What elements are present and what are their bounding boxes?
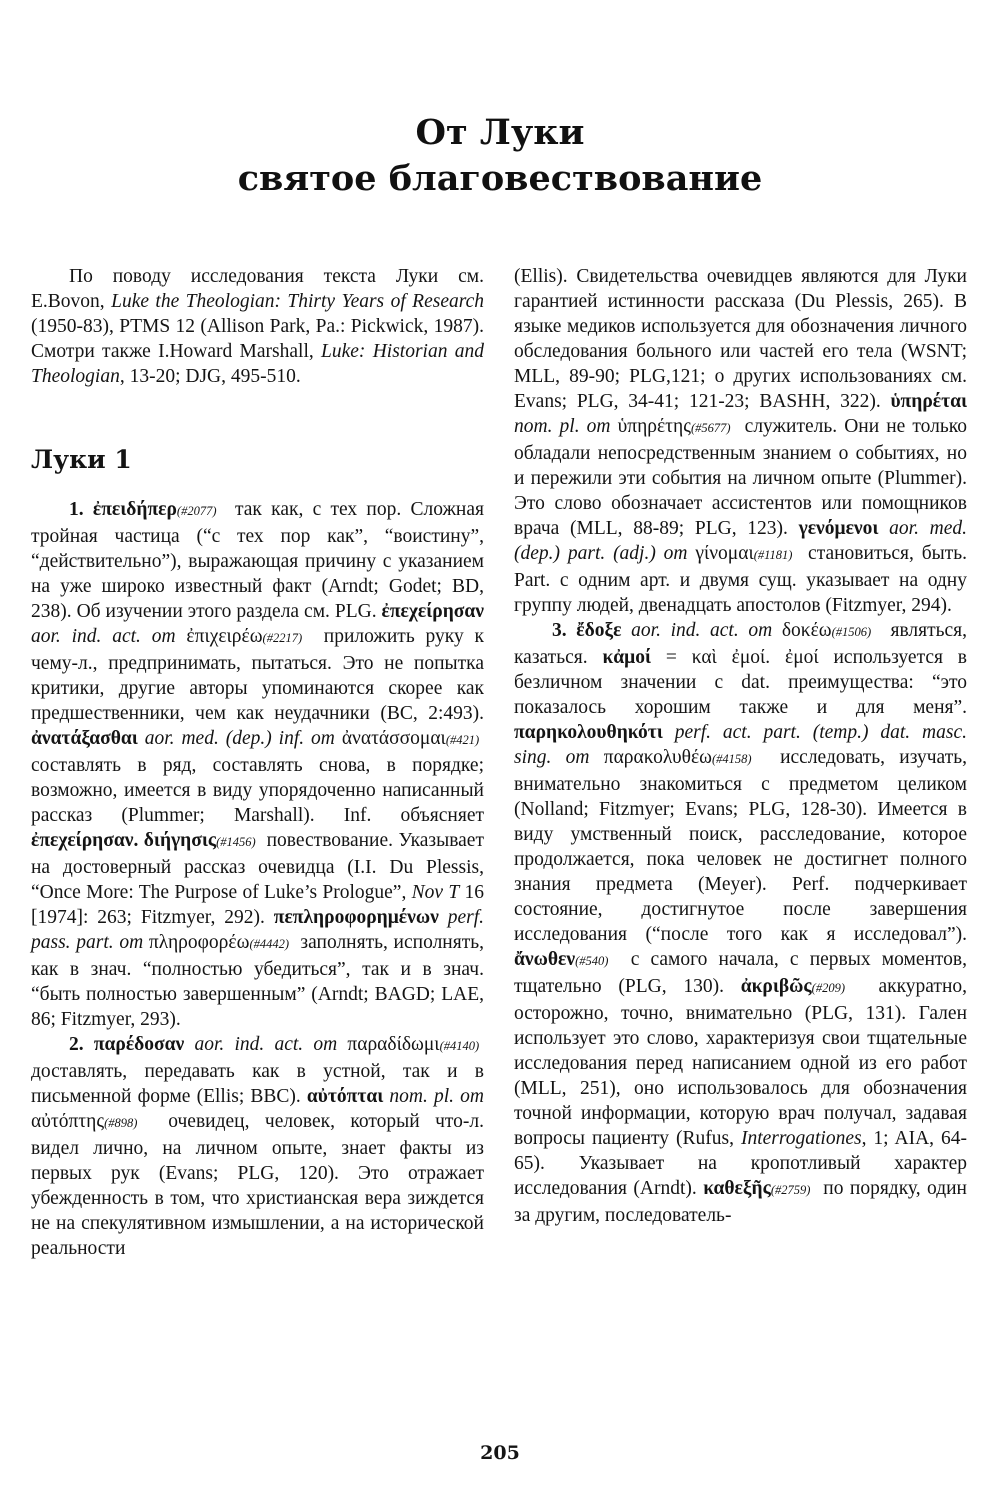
- greek-headword: παρέδοσαν: [93, 1034, 185, 1055]
- text-run: [772, 620, 782, 641]
- reference-number: (#898): [104, 1116, 138, 1130]
- greek-headword: πεπληροφορημένων: [273, 907, 439, 928]
- reference-number: (#1506): [831, 625, 872, 639]
- greek-lemma: ἀνατάσσομαι: [341, 728, 446, 749]
- italic-text: aor. ind. act. от: [194, 1034, 338, 1055]
- greek-lemma: πληροφορέω: [148, 932, 250, 953]
- italic-text: Nov T: [411, 882, 460, 903]
- intro-paragraph: [31, 264, 484, 389]
- text-run: , 1; AIA, 64-65). Указывает на кропотливый характер исследования (Arndt).: [514, 1128, 968, 1199]
- reference-number: (#540): [575, 954, 609, 968]
- reference-number: (#1181): [753, 548, 793, 562]
- text-run: [663, 722, 675, 743]
- text-run: становиться, быть. Part. с одним арт. и двумя сущ. указывает на одну группу людей, двенадцать апостолов (Fitzmyer, 294).: [514, 543, 968, 616]
- italic-text: Luke the Theologian: Thirty Years of Research: [111, 291, 484, 312]
- text-run: являться, казаться.: [514, 620, 968, 668]
- greek-headword: παρηκολουθηκότι: [514, 722, 663, 743]
- italic-text: nom. pl. от: [514, 416, 611, 437]
- italic-text: aor. med. (dep.) part. (adj.) от: [514, 518, 968, 564]
- text-run: используется в безличном значении с dat. преимущества: “это показалось хорошим также и для меня”.: [514, 647, 968, 718]
- greek-lemma: παρακολυθέω: [603, 747, 712, 768]
- italic-text: aor. ind. act. от: [31, 626, 176, 647]
- greek-headword: καθεξῆς: [703, 1178, 771, 1199]
- verse-number: 3.: [552, 620, 577, 641]
- greek-headword: διήγησις: [143, 830, 217, 851]
- text-run: аккуратно, осторожно, точно, внимательно (PLG, 131). Гален использует это слово, характеризуя свои тщательные исследования перед написанием одной из его работ (MLL, 251), оно использовалось для обозначения точной информации, которую врач получал, задавая вопросы пациенту (Rufus,: [514, 976, 968, 1149]
- text-run: [176, 626, 187, 647]
- title-line-2: святое благовествование: [237, 158, 763, 199]
- italic-text: Luke: Historian and Theologian: [31, 341, 484, 387]
- text-run: приложить руку к чему-л., предпринимать, пытаться. Это не попытка критики, другие авторы упоминаются скорее как предшественники, чем как неудачники (BC, 2:493).: [31, 626, 485, 724]
- text-run: очевидец, человек, который что-л. видел лично, на личном опыте, знает факты из первых рук (Evans; PLG, 120). Это отражает убежденность в том, что христианская вера зиждется не на спекулятивном измышлении, а на исторической реальности: [31, 1111, 485, 1259]
- greek-headword: ἀνατάξασθαι: [31, 728, 138, 749]
- chapter-heading: Луки 1: [31, 445, 132, 474]
- text-run: [337, 1034, 347, 1055]
- greek-lemma: αὐτόπτης: [31, 1111, 105, 1132]
- greek-lemma: γίνομαι: [695, 543, 754, 564]
- italic-text: aor. ind. act. от: [631, 620, 773, 641]
- reference-number: (#4158): [712, 752, 752, 766]
- italic-text: perf. pass. part. от: [31, 907, 485, 953]
- text-run: =: [651, 647, 692, 668]
- text-run: доставлять, передавать как в устной, так и в письменной форме (Ellis; BBC).: [31, 1061, 484, 1107]
- reference-number: (#5677): [690, 421, 731, 435]
- reference-number: (#2077): [176, 504, 217, 518]
- text-run: служитель. Они не только обладали непосредственным знанием о событиях, но и пережили эти события на личном опыте (Plummer). Это слово обозначает ассистентов или помощников врача (MLL, 88-89; PLG, 123).: [514, 416, 968, 539]
- greek-headword: ἔδοξε: [576, 620, 622, 641]
- reference-number: (#2759): [770, 1183, 811, 1197]
- verse-2-continuation: [514, 264, 967, 618]
- greek-lemma: ἐπιχειρέω: [186, 626, 263, 647]
- greek-lemma: ὑπηρέτης: [617, 416, 691, 437]
- greek-headword: ἄνωθεν: [514, 949, 576, 970]
- italic-text: perf. act. part. (temp.) dat. masc. sing. от: [514, 722, 967, 768]
- title-line-1: От Луки: [415, 112, 585, 153]
- right-column: [514, 264, 967, 1228]
- text-run: [439, 907, 448, 928]
- italic-text: nom. pl. от: [389, 1086, 484, 1107]
- reference-number: (#209): [811, 981, 845, 995]
- greek-lemma: ἐμοί: [785, 647, 819, 668]
- reference-number: (#1456): [216, 835, 256, 849]
- verse-number: 1.: [69, 499, 93, 520]
- text-run: , 13-20; DJG, 495-510.: [119, 366, 301, 387]
- italic-text: aor. med. (dep.) inf. от: [144, 728, 335, 749]
- text-run: .: [765, 647, 786, 668]
- text-run: заполнять, исполнять, как в знач. “полностью убедиться”, так и в знач. “быть полностью завершенным” (Arndt; BAGD; LAE, 86; Fitzmyer, 293).: [31, 932, 485, 1030]
- italic-text: Interrogationes: [740, 1128, 862, 1149]
- verse-1-paragraph: [31, 497, 484, 1032]
- text-run: [589, 747, 603, 768]
- text-run: [184, 1034, 194, 1055]
- greek-headword: κἀμοί: [602, 647, 652, 668]
- reference-number: (#4140): [439, 1039, 480, 1053]
- greek-headword: ὑπηρέται: [890, 391, 967, 412]
- greek-lemma: δοκέω: [781, 620, 832, 641]
- text-run: повествование. Указывает на достоверный рассказ очевидца (I.I. Du Plessis, “Once More: The Purpose of Luke’s Prologue”,: [31, 830, 484, 903]
- text-run: с самого начала, с первых моментов, тщательно (PLG, 130).: [514, 949, 968, 997]
- text-run: по порядку, один за другим, последователь-: [514, 1178, 967, 1226]
- reference-number: (#4442): [249, 937, 290, 951]
- text-run: исследовать, изучать, внимательно знакомиться с предметом целиком (Nolland; Fitzmyer; Evans; PLG, 128-30). Имеется в виду умственный поиск, расследование, которое продолжается, пока человек не достигнет полного знания предмета (Meyer). Perf. подчеркивает состояние, достигнутое после завершения исследования (“после того как я исследовал”).: [514, 747, 967, 945]
- greek-headword: ἐπεχείρησαν.: [31, 830, 139, 851]
- greek-headword: γενόμενοι: [798, 518, 879, 539]
- greek-lemma: παραδίδωμι: [347, 1034, 440, 1055]
- greek-headword: ἀκριβῶς: [740, 976, 812, 997]
- page-title: [0, 110, 1000, 202]
- greek-headword: ἐπεχείρησαν: [381, 601, 484, 622]
- reference-number: (#2217): [262, 631, 303, 645]
- greek-headword: αὐτόπται: [306, 1086, 384, 1107]
- text-run: [878, 518, 889, 539]
- text-run: [138, 728, 145, 749]
- verse-2-paragraph: [31, 1032, 484, 1261]
- text-run: [622, 620, 632, 641]
- reference-number: (#421): [445, 733, 480, 747]
- text-run: [335, 728, 342, 749]
- text-run: [610, 416, 617, 437]
- text-run: так как, с тех пор. Сложная тройная частица (“с тех пор как”, “воистину”, “действительно”), выражающая причину с указанием на уже широко известный факт (Arndt; Godet; BD, 238). Об изучении этого раздела см. PLG.: [31, 499, 484, 622]
- verse-number: 2.: [69, 1034, 94, 1055]
- page-number: 205: [480, 1442, 520, 1464]
- left-column: [31, 264, 484, 1261]
- greek-lemma: καὶ ἐμοί: [691, 647, 766, 668]
- text-run: 16 [1974]: 263; Fitzmyer, 292).: [31, 882, 484, 928]
- text-run: (1950-83), PTMS 12 (Allison Park, Pa.: Pickwick, 1987). Смотри также I.Howard Marshall,: [31, 316, 484, 362]
- text-run: (Ellis). Свидетельства очевидцев являются для Луки гарантией истинности рассказа (Du Plessis, 265). В языке медиков используется для обозначения личного обследования больного или частей его тела (WSNT; MLL, 89-90; PLG,121; о других использованиях см. Evans; PLG, 34-41; 121-23; BASHH, 322).: [514, 266, 967, 412]
- text-run: По поводу исследования текста Луки см. E.Bovon,: [31, 266, 484, 312]
- text-run: составлять в ряд, составлять снова, в порядке; возможно, имеется в виду упорядоченно написанный рассказ (Plummer; Marshall). Inf. объясняет: [31, 755, 484, 826]
- greek-headword: ἐπειδήπερ: [92, 499, 177, 520]
- verse-3-paragraph: [514, 618, 967, 1228]
